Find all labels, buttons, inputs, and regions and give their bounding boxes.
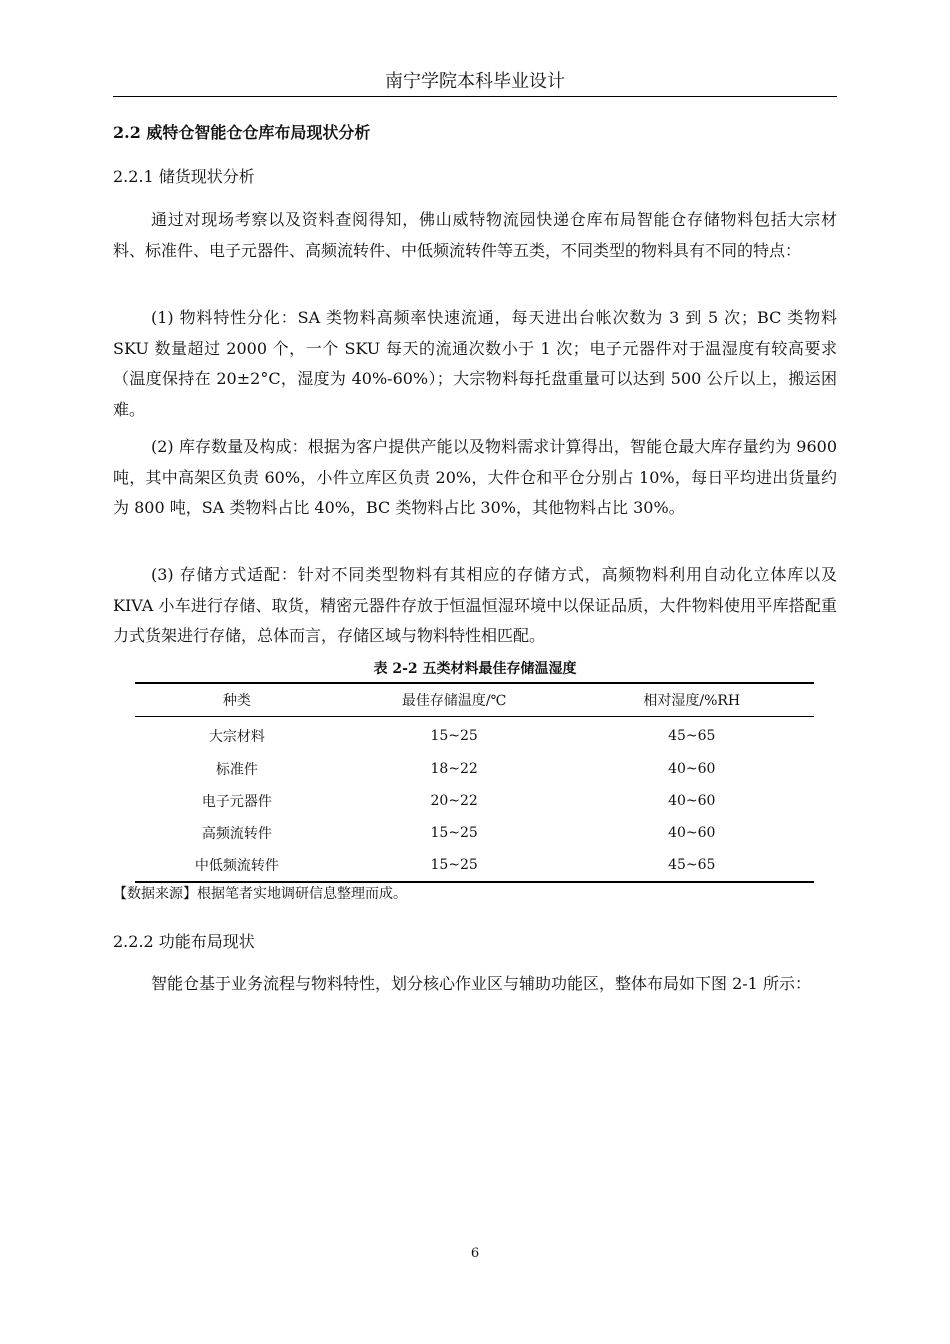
paragraph-3-text: (3) 存储方式适配：针对不同类型物料有其相应的存储方式，高频物料利用自动化立体库以及 KIVA 小车进行存储、取货，精密元器件存放于恒温恒湿环境中以保证品质，大件物料使用平库搭配重力式货架进行存储，总体而言，存储区域与物料特性相匹配。 — [113, 565, 837, 646]
subsection-heading-2-2-1: 2.2.1 储货现状分析 — [113, 167, 255, 186]
table-row — [135, 785, 814, 817]
table-row — [135, 717, 814, 754]
table-row — [135, 849, 814, 882]
table-header-row — [135, 683, 814, 717]
table-cell: 45~65 — [668, 728, 716, 744]
paragraph-intro-text: 通过对现场考察以及资料查阅得知，佛山威特物流园快递仓库布局智能仓存储物料包括大宗材料、标准件、电子元器件、高频流转件、中低频流转件等五类，不同类型的物料具有不同的特点： — [113, 210, 837, 260]
table-caption: 表 2-2 五类材料最佳存储温湿度 — [373, 661, 577, 677]
table-header-cell: 最佳存储温度/℃ — [339, 683, 570, 717]
table-cell: 中低频流转件 — [135, 849, 339, 882]
table-header-cell: 种类 — [135, 683, 339, 717]
table-cell: 电子元器件 — [201, 794, 272, 810]
table-cell: 15~25 — [339, 849, 570, 882]
table-cell: 18~22 — [430, 761, 478, 777]
paragraph-1-text: (1) 物料特性分化：SA 类物料高频率快速流通，每天进出台帐次数为 3 到 5 次；BC 类物料 SKU 数量超过 2000 个，一个 SKU 每天的流通次数小于 1 次；电子元器件对于温湿度有较高要求（温度保持在 20±2°C，湿度为 40%-60%）；大宗物料每托盘重量可以达到 500 公斤以上，搬运困难。 — [113, 308, 837, 419]
paragraph-3 — [113, 560, 837, 652]
table-cell: 15~25 — [430, 825, 478, 841]
table-cell: 40~60 — [668, 761, 716, 777]
header-rule — [113, 96, 837, 97]
table-cell: 45~65 — [570, 849, 814, 882]
table-cell: 15~25 — [430, 728, 478, 744]
paragraph-intro — [113, 205, 837, 266]
section-heading: 2.2 威特仓智能仓仓库布局现状分析 — [113, 123, 371, 142]
table-cell: 高频流转件 — [201, 826, 272, 842]
table-cell: 大宗材料 — [208, 729, 265, 745]
paragraph-2 — [113, 432, 837, 524]
storage-table — [135, 682, 814, 883]
table-source-note: 【数据来源】根据笔者实地调研信息整理而成。 — [113, 886, 407, 902]
paragraph-2-text: (2) 库存数量及构成：根据为客户提供产能以及物料需求计算得出，智能仓最大库存量约为 9600 吨，其中高架区负责 60%，小件立库区负责 20%，大件仓和平仓分别占 10%，每日平均进出货量约为 800 吨，SA 类物料占比 40%，BC 类物料占比 30%，其他物料占比 30%。 — [113, 437, 837, 518]
subsection-heading-2-2-2: 2.2.2 功能布局现状 — [113, 932, 255, 951]
table-header-cell: 相对湿度/%RH — [570, 683, 814, 717]
paragraph-layout-text: 智能仓基于业务流程与物料特性，划分核心作业区与辅助功能区，整体布局如下图 2-1 所示： — [151, 974, 811, 993]
table-cell: 20~22 — [430, 793, 478, 809]
page-header-title: 南宁学院本科毕业设计 — [385, 71, 565, 92]
table-cell: 标准件 — [215, 762, 258, 778]
table-row — [135, 753, 814, 785]
table-cell: 40~60 — [668, 825, 716, 841]
table-cell: 40~60 — [668, 793, 716, 809]
page-number: 6 — [470, 1246, 480, 1261]
paragraph-1 — [113, 303, 837, 425]
paragraph-layout — [113, 969, 837, 1000]
table-row — [135, 817, 814, 849]
